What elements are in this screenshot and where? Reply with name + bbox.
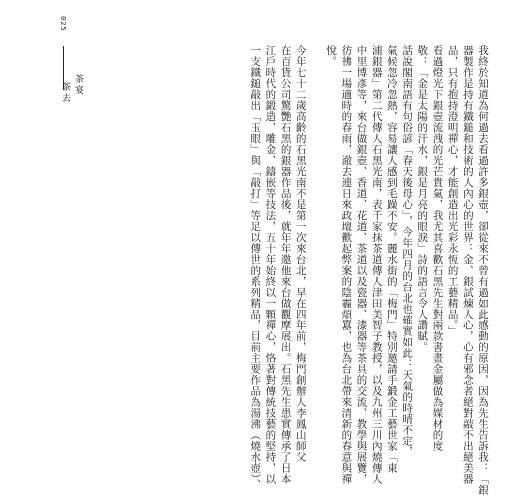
text-column: 在百貨公司驚艷石黑的銀器作品後，就年年邀他來台做觀摩展出。石黑先生患實傳承了日本	[279, 45, 292, 485]
text-column: 話說閣南語有句俗諺「春天後母心」，今年四月的台北也確實如此：天氣的時晴不定，	[401, 45, 414, 457]
page-number: 025	[59, 16, 67, 32]
chapter-title: 茶去	[60, 82, 70, 104]
text-column: 今年七十二歲高齡的石黑光南不是第一次來台北，早在四年前，梅門創辦人李鳳山師父	[294, 45, 307, 463]
running-head	[52, 16, 112, 126]
text-column: 悅。	[325, 45, 338, 67]
book-title: 茶宴	[73, 74, 83, 96]
text-column: 敬：「金是太陽的汗水，銀是月亮的眼淚」詩的語言令人讚賦。	[416, 45, 429, 353]
body-text	[130, 45, 490, 496]
text-column: 彷彿一場適時的春雨，澈去連日來政壇歡起弊案的陰霾煩囂，也為台北帶來清新的春意與禪	[340, 45, 353, 485]
text-column: 氣候忽冷忽熱，容易讓人感到毛躁不安。麗水街的「梅門」特別邀請手鍛金工藝世家「東	[385, 45, 398, 474]
text-column: 品，只有抱持澄明禪心，才能創造出光彩永恆的工藝精品。」	[446, 45, 459, 337]
text-column: 一支鐵鎚敲出「玉眼」與「敲打」等足以傳世的系列精品，目前主要作品為湯沸（燒水壺）、	[249, 45, 262, 490]
text-column: 我終於知道為何過去看過許多銀壺，卻從來不曾有過如此感動的原因，因為先生告訴我：「銀	[477, 45, 489, 496]
text-column: 浦銀器」第二代傳人石黑光南，表千家抹茶道傳人津田美智子教授，以及九州三川內燒傳人	[370, 45, 383, 485]
paragraph-gap	[309, 45, 323, 470]
text-column: 器製作是持有鐵鎚和技術的人內心的世界：金、銀試煉人心，心有邪念者絕對敲不出絕美器	[461, 45, 474, 485]
text-column: 看過燈光下銀壺流洩的光芒貴氣，我尤其喜歡石黑先生對兩款書畫金屬做為媒材的度	[431, 45, 444, 452]
text-column: 中里博彥等，來台做銀壺、香道、花道、茶道以及瓷器、漆器等茶具的交流、教學與展覽，	[355, 45, 368, 485]
text-column: 江戶時代的鍛造、雕金、鑄嵌等技法，五十年始終以一顆禪心，恪著對傳統技藝的堅持，以	[264, 45, 277, 485]
